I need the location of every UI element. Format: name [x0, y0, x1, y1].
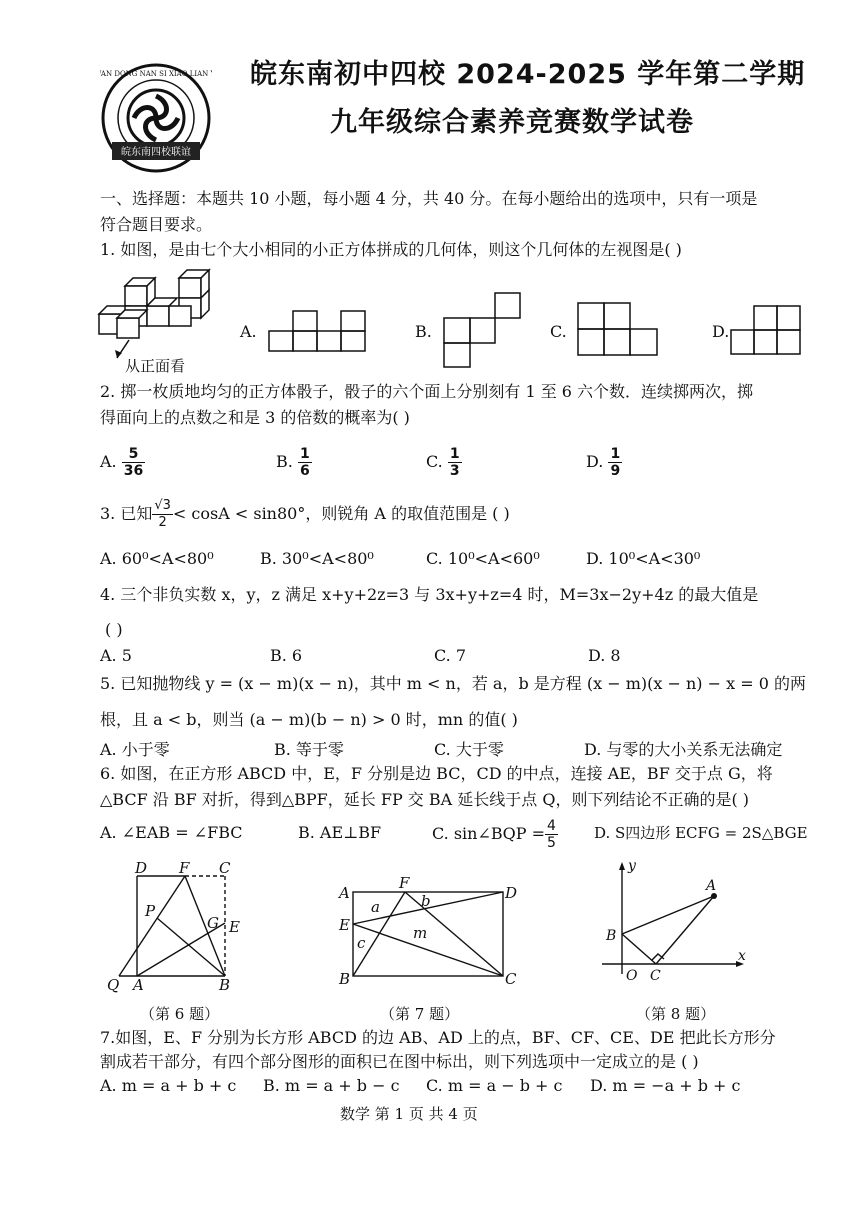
- logo-band-text: 皖东南四校联谊: [121, 147, 191, 158]
- q1-option-c-figure[interactable]: [577, 302, 659, 360]
- fig8-label-y: y: [628, 858, 636, 874]
- figure-6: [105, 858, 255, 1002]
- section-heading-cont: 符合题目要求。: [100, 215, 213, 234]
- exam-title-line2: 九年级综合素养竞赛数学试卷: [330, 107, 694, 138]
- exam-title-line1: 皖东南初中四校 2024-2025 学年第二学期: [250, 59, 806, 90]
- fig6-label-c: C: [219, 859, 231, 877]
- q7-stem-line2: 割成若干部分，有四个部分图形的面积已在图中标出，则下列选项中一定成立的是 ( ): [100, 1052, 699, 1071]
- q6-option-b[interactable]: B. AE⊥BF: [298, 823, 382, 842]
- q4-option-d[interactable]: D. 8: [588, 646, 621, 665]
- fig6-label-a: A: [133, 976, 144, 994]
- q2-stem-line1: 2. 掷一枚质地均匀的正方体骰子，骰子的六个面上分别刻有 1 至 6 六个数．连续掷两次，掷: [100, 382, 754, 401]
- fig7-label-a: A: [339, 884, 350, 902]
- fig6-label-b: B: [219, 976, 231, 994]
- figure-7: [335, 872, 525, 996]
- page-footer: 数学 第 1 页 共 4 页: [340, 1105, 478, 1123]
- fig7-label-f: F: [399, 874, 410, 892]
- q2-option-a[interactable]: A. $\frac{5}{36}$: [100, 446, 144, 479]
- q1-view-label: 从正面看: [125, 357, 186, 375]
- q5-stem-line2: 根，且 a < b，则当 (a − m)(b − n) > 0 时，mn 的值( ): [100, 710, 518, 729]
- q6-stem-line2: △BCF 沿 BF 对折，得到△BPF，延长 FP 交 BA 延长线于点 Q，则下列结论不正确的是( ): [100, 790, 750, 809]
- q6-option-c[interactable]: C. sin∠BQP = $\frac{4}{5}$: [432, 818, 556, 851]
- q1-option-c-label[interactable]: C.: [550, 322, 567, 341]
- q6-option-a[interactable]: A. ∠EAB = ∠FBC: [100, 823, 243, 842]
- q4-option-b[interactable]: B. 6: [270, 646, 303, 665]
- school-logo: [100, 62, 212, 174]
- q3-option-b[interactable]: B. 30⁰<A<80⁰: [260, 549, 374, 568]
- q7-option-c[interactable]: C. m = a − b + c: [426, 1076, 563, 1095]
- fig6-label-f: F: [179, 859, 190, 877]
- q2-option-d[interactable]: D. $\frac{1}{9}$: [586, 446, 621, 479]
- q2-option-b[interactable]: B. $\frac{1}{6}$: [276, 446, 310, 479]
- q4-option-c[interactable]: C. 7: [434, 646, 467, 665]
- fig7-area-b: b: [421, 892, 431, 910]
- q7-option-d[interactable]: D. m = −a + b + c: [590, 1076, 741, 1095]
- q4-option-a[interactable]: A. 5: [100, 646, 132, 665]
- fig7-area-a: a: [371, 898, 380, 916]
- fig7-area-m: m: [413, 924, 428, 942]
- q5-stem-line1: 5. 已知抛物线 y = (x − m)(x − n)，其中 m < n，若 a，b 是方程 (x − m)(x − n) − x = 0 的两: [100, 674, 806, 693]
- q1-option-a-label[interactable]: A.: [240, 322, 257, 341]
- fig7-label-e: E: [339, 916, 350, 934]
- section-heading: 一、选择题：本题共 10 小题，每小题 4 分，共 40 分。在每小题给出的选项中，只有一项是: [100, 189, 758, 208]
- fig8-label-a: A: [706, 878, 717, 894]
- q1-option-a-figure[interactable]: [268, 310, 368, 356]
- fig8-label-b: B: [606, 928, 617, 944]
- fig7-area-c: c: [357, 934, 366, 952]
- figure-8: [598, 856, 758, 990]
- q6-option-d[interactable]: D. S四边形 ECFG = 2S△BGE: [594, 824, 808, 842]
- q3-option-c[interactable]: C. 10⁰<A<60⁰: [426, 549, 540, 568]
- q1-option-b-label[interactable]: B.: [415, 322, 432, 341]
- fig6-label-p: P: [145, 902, 156, 920]
- q5-option-a[interactable]: A. 小于零: [100, 740, 170, 759]
- q7-option-a[interactable]: A. m = a + b + c: [100, 1076, 237, 1095]
- q3-stem: 3. 已知 $\frac{√3}{2}$ < cosA < sin80°，则锐角 A 的取值范围是 ( ): [100, 498, 510, 530]
- fig8-caption: （第 8 题）: [636, 1005, 716, 1023]
- q7-option-b[interactable]: B. m = a + b − c: [263, 1076, 400, 1095]
- fig7-label-c: C: [505, 970, 517, 988]
- fig6-label-d: D: [135, 859, 148, 877]
- fig7-caption: （第 7 题）: [380, 1005, 460, 1023]
- q2-option-c[interactable]: C. $\frac{1}{3}$: [426, 446, 460, 479]
- q1-option-b-figure[interactable]: [443, 292, 523, 372]
- fig6-label-q: Q: [107, 976, 120, 994]
- q3-option-a[interactable]: A. 60⁰<A<80⁰: [100, 549, 214, 568]
- q5-option-b[interactable]: B. 等于零: [274, 740, 344, 759]
- q4-paren: ( ): [105, 620, 123, 639]
- q3-option-d[interactable]: D. 10⁰<A<30⁰: [586, 549, 701, 568]
- fig8-label-x: x: [738, 948, 746, 964]
- fig6-label-g: G: [207, 914, 219, 932]
- q5-option-d[interactable]: D. 与零的大小关系无法确定: [584, 740, 783, 759]
- q1-option-d-label[interactable]: D.: [712, 322, 730, 341]
- q2-stem-line2: 得面向上的点数之和是 3 的倍数的概率为( ): [100, 408, 410, 427]
- q1-option-d-figure[interactable]: [730, 305, 802, 359]
- fig8-label-o: O: [626, 968, 638, 984]
- q4-stem: 4. 三个非负实数 x，y，z 满足 x+y+2z=3 与 3x+y+z=4 时，M=3x−2y+4z 的最大值是: [100, 585, 759, 604]
- q1-stem: 1. 如图，是由七个大小相同的小正方体拼成的几何体，则这个几何体的左视图是( ): [100, 240, 682, 259]
- fig7-label-b: B: [339, 970, 351, 988]
- q6-stem-line1: 6. 如图，在正方形 ABCD 中，E，F 分别是边 BC，CD 的中点，连接 AE，BF 交于点 G，将: [100, 764, 773, 783]
- fig8-label-c: C: [650, 968, 661, 984]
- q7-stem-line1: 7.如图，E、F 分别为长方形 ABCD 的边 AB、AD 上的点，BF、CF、CE、DE 把此长方形分: [100, 1028, 776, 1047]
- fig7-label-d: D: [505, 884, 518, 902]
- q5-option-c[interactable]: C. 大于零: [434, 740, 504, 759]
- fig6-caption: （第 6 题）: [140, 1005, 220, 1023]
- logo-ring-text: WAN DONG NAN SI XIAO LIAN YI: [100, 70, 212, 78]
- fig6-label-e: E: [229, 918, 240, 936]
